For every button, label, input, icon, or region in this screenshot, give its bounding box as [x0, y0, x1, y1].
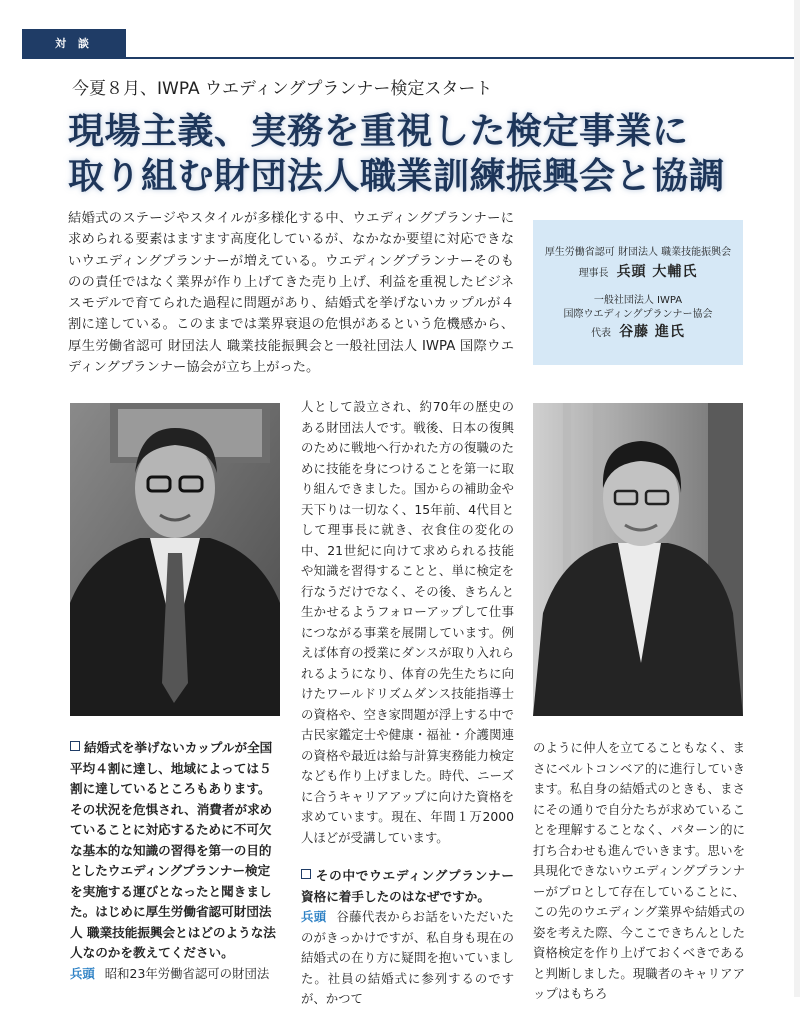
org-1: 厚生労働省認可 財団法人 職業技能振興会	[544, 247, 732, 258]
portrait-tanifuji-illustration	[533, 403, 743, 716]
question-2-text: その中でウエディングプランナー資格に着手したのはなぜですか。	[301, 868, 514, 904]
org-2-line-2: 国際ウエディングプランナー協会	[563, 309, 713, 320]
headline-line-1: 現場主義、実務を重視した検定事業に	[68, 110, 689, 152]
question-1-text: 結婚式を挙げないカップルが全国平均４割に達し、地域によっては５割に達しているところもあります。その状況を危惧され、消費者が求めていることに対応するために不可欠な基本的な知識の習得を第一の目的としたウエディングプランナー検定を実施する運びとなったと聞きました。はじめに厚生労働省認可財団法人 職業技能振興会とはどのような法人なのかを教えてください。	[70, 740, 276, 960]
interviewee-info-box	[533, 220, 743, 365]
name-1: 兵頭 大輔氏	[616, 264, 698, 280]
column-left	[70, 738, 282, 984]
portrait-hyodo-illustration	[70, 403, 280, 716]
name-2: 谷藤 進氏	[619, 324, 685, 340]
section-tag: 対 談	[22, 29, 126, 59]
question-2	[301, 866, 514, 907]
lead-paragraph: 結婚式のステージやスタイルが多様化する中、ウエディングプランナーに求められる要素はますます高度化しているが、なかなか要望に対応できないウエディングプランナーが増えている。ウエディングプランナーそのものの責任ではなく業界が作り上げてきた売り上げ、利益を重視したビジネスモデルで育てられた過程に問題があり、結婚式を挙げないカップルが４割に達している。このままでは業界衰退の危惧があるという危機感から、厚生労働省認可 財団法人 職業技能振興会と一般社団法人 IWPA 国際ウエディングプランナー協会が立ち上がった。	[68, 211, 514, 376]
article-subtitle: 今夏８月、IWPA ウエディングプランナー検定スタート	[72, 79, 493, 99]
page-edge	[794, 0, 800, 997]
answer-1-continued: 人として設立され、約70年の歴史のある財団法人です。戦後、日本の復興のために戦地へ行かれた方の復職のために技能を身につけることを第一に取り組んできました。国からの補助金や天下りは一切なく、15年前、4代目として理事長に就き、衣食住の変化の中、21世紀に向けて求められる技能や知識を習得することと、単に検定を行なうだけでなく、その後、きちんと生かせるようフォローアップして仕事につながる事業を展開しています。例えば体育の授業にダンスが取り入れられるようになり、体育の先生たちに向けたワールドリズムダンス技能指導士の資格や、空き家問題が浮上する中で古民家鑑定士や健康・福祉・介護関連の資格や最近は給与計算実務能力検定なども作り上げました。時代、ニーズに合うキャリアアップに向けた資格を求めています。現在、年間１万2000人ほどが受講しています。	[301, 399, 514, 845]
column-right: のように仲人を立てることもなく、まさにベルトコンベア的に進行していきます。私自身の結婚式のときも、まさにその通りで自分たちが求めていることを理解することなく、パターン的に打ち合わせも進んでいきます。思いを具現化できないウエディングプランナーがプロとして存在していることに、この先のウエディング業界や結婚式の姿を考えた際、今ここできちんとした資格検定を作り上げておくべきであると判断しました。現職者のキャリアアップはもちろ	[533, 740, 745, 1001]
photo-hyodo	[70, 403, 280, 716]
headline-line-2: 取り組む財団法人職業訓練振興会と協調	[68, 155, 726, 197]
header-rule	[126, 57, 800, 59]
column-middle	[301, 397, 514, 1010]
answer-1-start	[70, 964, 282, 985]
question-marker-icon	[70, 741, 80, 751]
interviewee-1	[533, 261, 743, 281]
org-2-line-1: 一般社団法人 IWPA	[593, 295, 683, 306]
answer-1-text: 昭和23年労働省認可の財団法	[104, 965, 270, 981]
role-2: 代表	[591, 328, 612, 339]
answer-2-text: 谷藤代表からお話をいただいたのがきっかけですが、私自身も現在の結婚式の在り方に疑問を抱いていました。社員の結婚式に参列するのですが、かつて	[301, 909, 515, 1006]
answer-2-start	[301, 907, 514, 1010]
photo-tanifuji	[533, 403, 743, 716]
question-marker-icon	[301, 869, 311, 879]
question-1	[70, 738, 282, 964]
speaker-label: 兵頭	[70, 965, 95, 981]
speaker-label: 兵頭	[301, 909, 327, 924]
interviewee-2	[533, 321, 743, 341]
role-1: 理事長	[578, 268, 609, 279]
